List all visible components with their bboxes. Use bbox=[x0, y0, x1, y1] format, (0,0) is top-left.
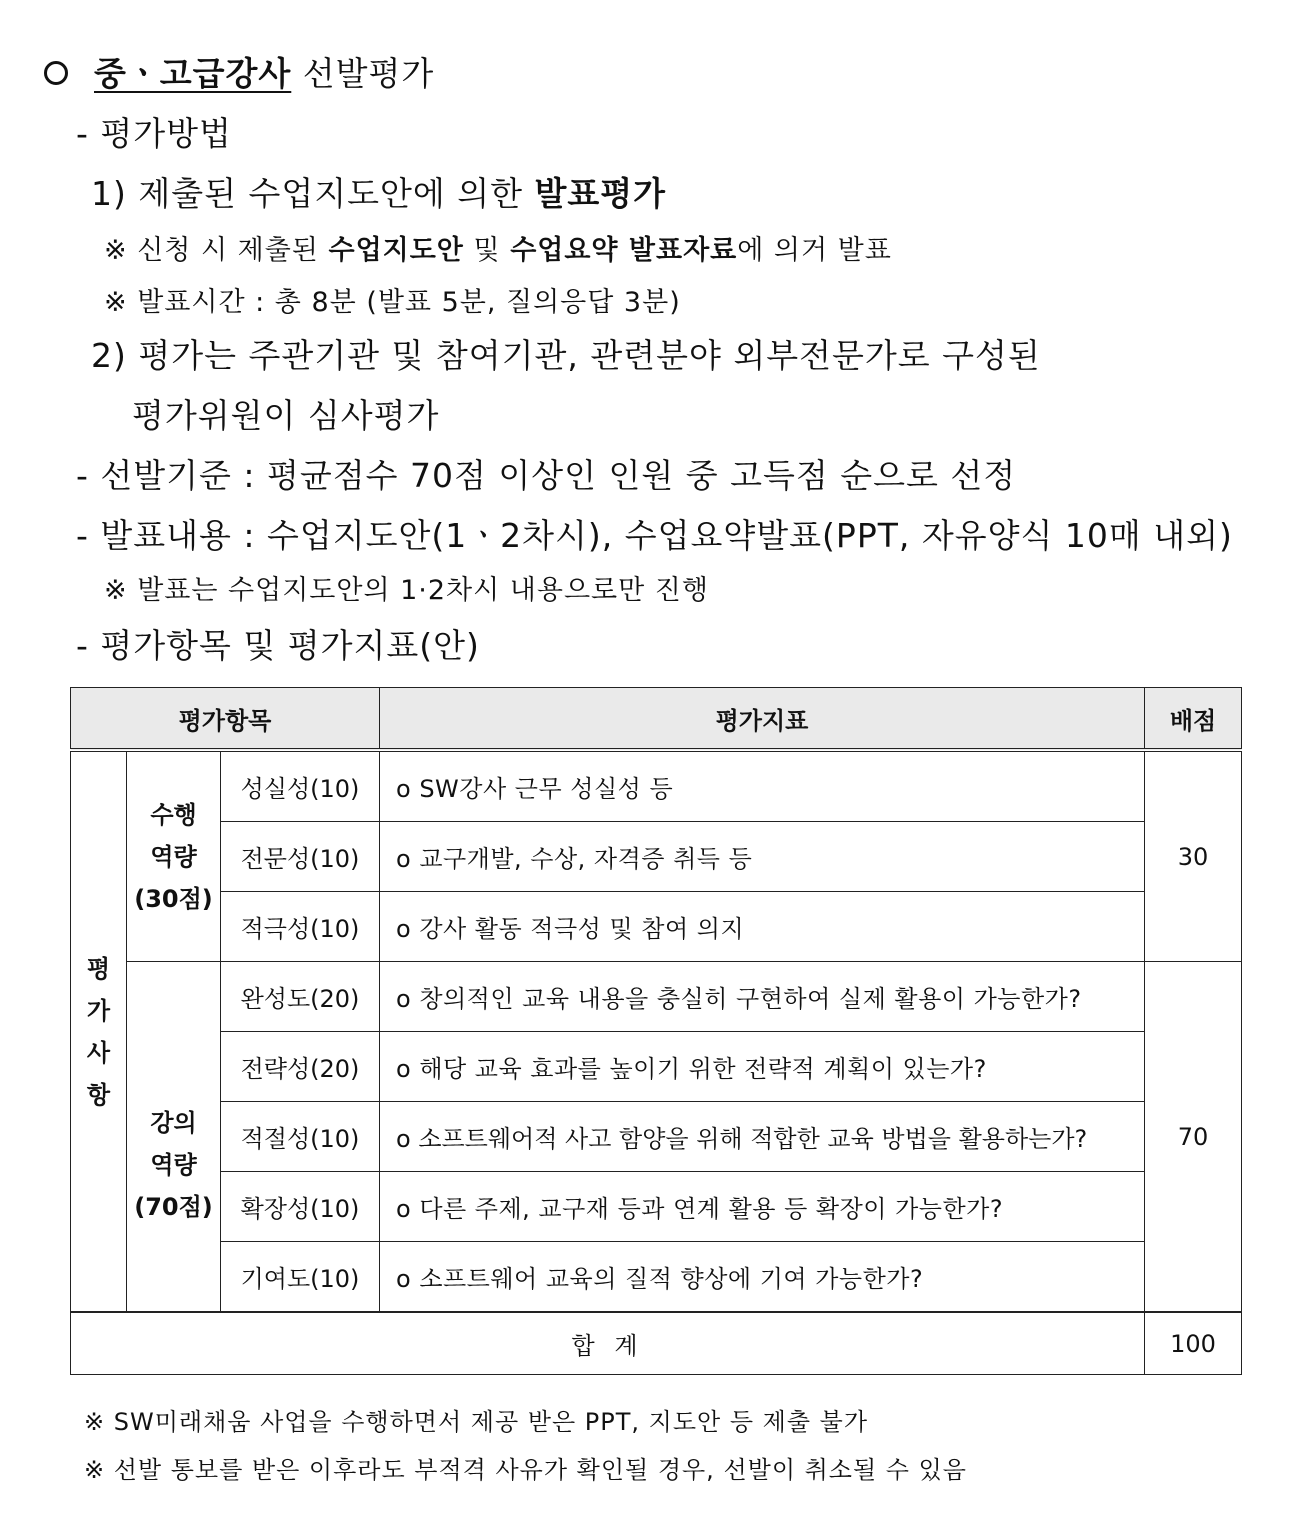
item-cell: 적절성(10) bbox=[221, 1102, 380, 1172]
method-item-1 bbox=[91, 168, 666, 215]
eval-method-label: 평가방법 bbox=[100, 114, 232, 153]
total-row bbox=[71, 1312, 1242, 1375]
item-cell: 적극성(10) bbox=[221, 892, 380, 962]
table-row bbox=[71, 1242, 1242, 1313]
footer-note-1: ※ SW미래채움 사업을 수행하면서 제공 받은 PPT, 지도안 등 제출 불가 bbox=[84, 1408, 869, 1436]
group-label: 강의 역량 (70점) bbox=[134, 1108, 213, 1221]
group-score-cell: 70 bbox=[1145, 962, 1242, 1313]
group-cell bbox=[127, 750, 221, 962]
note-time bbox=[104, 280, 681, 319]
item-cell: 전문성(10) bbox=[221, 822, 380, 892]
category-cell bbox=[71, 750, 127, 1312]
eval-items-heading bbox=[76, 620, 480, 667]
indicator-cell: o 소프트웨어적 사고 함양을 위해 적합한 교육 방법을 활용하는가? bbox=[380, 1102, 1145, 1172]
table-row bbox=[71, 892, 1242, 962]
table-row bbox=[71, 1102, 1242, 1172]
item-cell: 확장성(10) bbox=[221, 1172, 380, 1242]
indicator-cell: o 교구개발, 수상, 자격증 취득 등 bbox=[380, 822, 1145, 892]
eval-method-heading bbox=[76, 108, 232, 155]
table-row bbox=[71, 962, 1242, 1032]
heading-title-underlined: 중ㆍ고급강사 bbox=[94, 54, 292, 93]
indicator-cell: o 강사 활동 적극성 및 참여 의지 bbox=[380, 892, 1145, 962]
table-row bbox=[71, 822, 1242, 892]
criteria-text: 선발기준 : 평균점수 70점 이상인 인원 중 고득점 순으로 선정 bbox=[100, 456, 1017, 495]
item-text-line1: 평가는 주관기관 및 참여기관, 관련분야 외부전문가로 구성된 bbox=[138, 336, 1041, 375]
table-row bbox=[71, 750, 1242, 822]
note-bold-2: 수업요약 발표자료 bbox=[510, 235, 738, 266]
indicator-cell: o 창의적인 교육 내용을 충실히 구현하여 실제 활용이 가능한가? bbox=[380, 962, 1145, 1032]
item-cell: 성실성(10) bbox=[221, 750, 380, 822]
category-label: 평 가 사 항 bbox=[86, 954, 111, 1109]
dash-bullet: - bbox=[76, 626, 89, 665]
reference-mark: ※ bbox=[104, 575, 128, 606]
indicator-cell: o 해당 교육 효과를 높이기 위한 전략적 계획이 있는가? bbox=[380, 1032, 1145, 1102]
table-header-row bbox=[71, 688, 1242, 751]
item-cell: 기여도(10) bbox=[221, 1242, 380, 1313]
note-text-post: 에 의거 발표 bbox=[737, 235, 892, 266]
section-heading bbox=[44, 48, 434, 95]
total-score: 100 bbox=[1145, 1312, 1242, 1375]
item-text-line2: 평가위원이 심사평가 bbox=[132, 396, 440, 435]
item-bold-text: 발표평가 bbox=[534, 174, 667, 213]
evaluation-table bbox=[70, 687, 1242, 1375]
note-presentation bbox=[104, 568, 709, 607]
heading-title-rest: 선발평가 bbox=[302, 54, 435, 93]
item-number: 1) bbox=[91, 174, 127, 213]
content-text: 발표내용 : 수업지도안(1ㆍ2차시), 수업요약발표(PPT, 자유양식 10매 내외) bbox=[100, 516, 1233, 555]
indicator-cell: o 다른 주제, 교구재 등과 연계 활용 등 확장이 가능한가? bbox=[380, 1172, 1145, 1242]
dash-bullet: - bbox=[76, 114, 89, 153]
note-bold-1: 수업지도안 bbox=[328, 235, 464, 266]
note-submission bbox=[104, 228, 892, 267]
note-text: 신청 시 제출된 bbox=[137, 235, 319, 266]
total-label: 합 계 bbox=[71, 1312, 1145, 1375]
note-text: 발표는 수업지도안의 1·2차시 내용으로만 진행 bbox=[137, 575, 709, 606]
presentation-content bbox=[76, 510, 1233, 557]
circle-bullet-icon bbox=[44, 61, 68, 85]
group-cell bbox=[127, 962, 221, 1313]
indicator-cell: o SW강사 근무 성실성 등 bbox=[380, 750, 1145, 822]
item-cell: 전략성(20) bbox=[221, 1032, 380, 1102]
dash-bullet: - bbox=[76, 456, 89, 495]
item-text: 제출된 수업지도안에 의한 bbox=[138, 174, 524, 213]
eval-items-text: 평가항목 및 평가지표(안) bbox=[100, 626, 480, 665]
group-label: 수행 역량 (30점) bbox=[134, 800, 213, 913]
group-score-cell: 30 bbox=[1145, 750, 1242, 962]
header-indicator: 평가지표 bbox=[380, 688, 1145, 751]
table-row bbox=[71, 1032, 1242, 1102]
footer-note-2: ※ 선발 통보를 받은 이후라도 부적격 사유가 확인될 경우, 선발이 취소될 수 있음 bbox=[84, 1456, 967, 1484]
method-item-2-cont bbox=[132, 390, 439, 437]
header-item: 평가항목 bbox=[71, 688, 380, 751]
note-text-mid: 및 bbox=[473, 235, 501, 266]
table-row bbox=[71, 1172, 1242, 1242]
selection-criteria bbox=[76, 450, 1016, 497]
dash-bullet: - bbox=[76, 516, 89, 555]
method-item-2 bbox=[91, 330, 1041, 377]
item-cell: 완성도(20) bbox=[221, 962, 380, 1032]
note-text: 발표시간 : 총 8분 (발표 5분, 질의응답 3분) bbox=[137, 287, 681, 318]
reference-mark: ※ bbox=[104, 287, 128, 318]
header-score: 배점 bbox=[1145, 688, 1242, 751]
indicator-cell: o 소프트웨어 교육의 질적 향상에 기여 가능한가? bbox=[380, 1242, 1145, 1313]
item-number: 2) bbox=[91, 336, 127, 375]
reference-mark: ※ bbox=[104, 235, 128, 266]
